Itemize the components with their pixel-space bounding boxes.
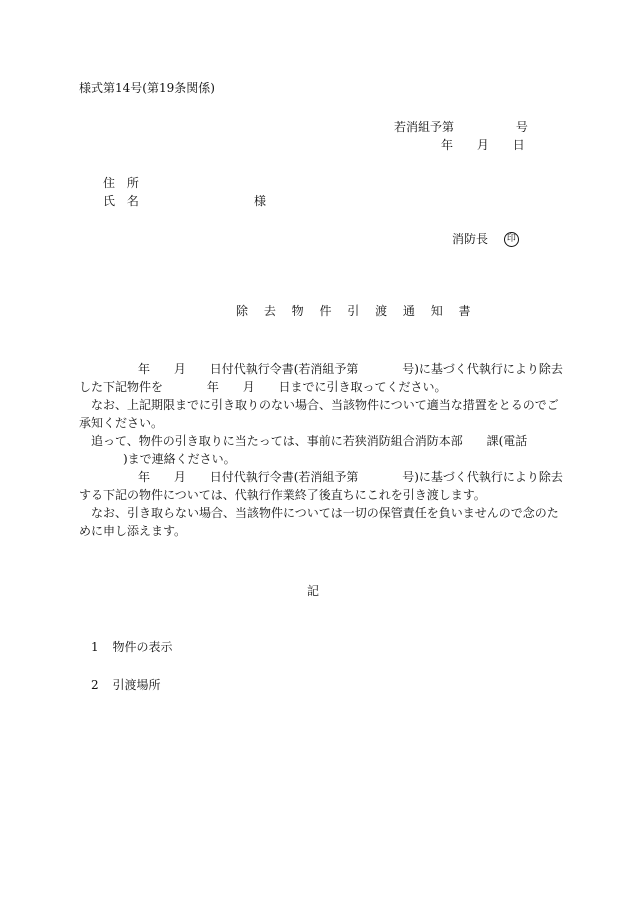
recipient-address-label: 住 所 bbox=[103, 176, 139, 190]
item-label: 物件の表示 bbox=[112, 640, 173, 654]
form-number: 様式第14号(第19条関係) bbox=[79, 81, 215, 95]
para3-line1 bbox=[91, 432, 527, 450]
para2-line2: 承知ください。 bbox=[79, 416, 164, 430]
para1-line1 bbox=[138, 360, 563, 378]
date-day: 日 bbox=[512, 138, 525, 152]
p1-text: 日付代執行令書(若消組予第 bbox=[209, 362, 359, 376]
p1-num-suffix: 号)に基づく代執行により除去 bbox=[402, 362, 563, 376]
p1l2-text-a: した下記物件を bbox=[79, 380, 164, 394]
list-item bbox=[91, 676, 160, 694]
list-item bbox=[91, 638, 172, 656]
para4-line2: する下記の物件については、代執行作業終了後直ちにこれを引き渡します。 bbox=[79, 488, 486, 502]
p1l2-month: 月 bbox=[242, 380, 255, 394]
para4-line1 bbox=[138, 468, 563, 486]
p4-year: 年 bbox=[138, 470, 151, 484]
date-month: 月 bbox=[476, 138, 489, 152]
sender-title: 消防長 bbox=[452, 232, 489, 246]
p1-month: 月 bbox=[173, 362, 186, 376]
ki-heading: 記 bbox=[307, 584, 320, 598]
item-label: 引渡場所 bbox=[112, 678, 161, 692]
doc-number-prefix: 若消組予第 bbox=[394, 120, 455, 134]
para5-line2: めに申し添えます。 bbox=[79, 524, 187, 538]
p1l2-year: 年 bbox=[206, 380, 219, 394]
recipient-honorific: 様 bbox=[254, 194, 267, 208]
p3-text-b: 課(電話 bbox=[486, 434, 528, 448]
item-number: 1 bbox=[91, 640, 99, 654]
document-number bbox=[394, 118, 528, 136]
p4-text: 日付代執行令書(若消組予第 bbox=[209, 470, 359, 484]
p3-text: 追って、物件の引き取りに当たっては、事前に若狭消防組合消防本部 bbox=[91, 434, 463, 448]
p4-num-suffix: 号)に基づく代執行により除去 bbox=[402, 470, 563, 484]
document-date bbox=[441, 136, 525, 154]
recipient-name-label: 氏 名 bbox=[103, 194, 139, 208]
seal-mark: 印 bbox=[504, 232, 519, 247]
para2-line1: なお、上記期限までに引き取りのない場合、当該物件について適当な措置をとるのでご bbox=[91, 398, 559, 412]
item-number: 2 bbox=[91, 678, 99, 692]
para3-line2: )まで連絡ください。 bbox=[123, 452, 236, 466]
doc-number-suffix: 号 bbox=[515, 120, 528, 134]
date-year: 年 bbox=[441, 138, 454, 152]
document-title: 除 去 物 件 引 渡 通 知 書 bbox=[236, 304, 477, 318]
para5-line1: なお、引き取らない場合、当該物件については一切の保管責任を負いませんので念のた bbox=[91, 506, 559, 520]
p4-month: 月 bbox=[173, 470, 186, 484]
p1-year: 年 bbox=[138, 362, 151, 376]
p1l2-text-b: 日までに引き取ってください。 bbox=[278, 380, 447, 394]
sender bbox=[452, 230, 519, 248]
para1-line2 bbox=[79, 378, 447, 396]
